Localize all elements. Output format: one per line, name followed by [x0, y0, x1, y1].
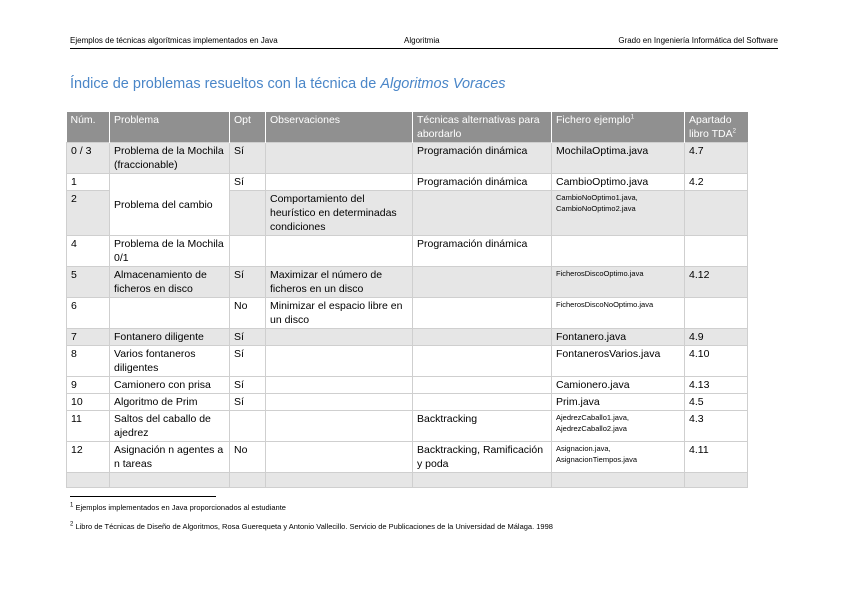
cell-fichero: Asignacion.java, AsignacionTiempos.java [552, 442, 685, 473]
col-header-observaciones: Observaciones [266, 112, 413, 143]
cell-tecnicas [413, 329, 552, 346]
footnote-rule [70, 496, 216, 497]
footnote-ref-2: 2 [732, 128, 736, 135]
cell-apartado [685, 298, 748, 329]
table-row [67, 174, 748, 191]
col-header-apartado [685, 112, 748, 143]
footnote-2-mark: 2 [70, 521, 74, 528]
cell-obs [266, 394, 413, 411]
cell-apartado: 4.12 [685, 267, 748, 298]
table-row [67, 394, 748, 411]
cell-num: 5 [67, 267, 110, 298]
cell-opt: No [230, 442, 266, 473]
cell-obs [266, 143, 413, 174]
cell-apartado [685, 236, 748, 267]
cell-problema: Problema de la Mochila (fraccionable) [110, 143, 230, 174]
cell-fichero: Fontanero.java [552, 329, 685, 346]
cell-problema: Algoritmo de Prim [110, 394, 230, 411]
cell-problema: Asignación n agentes a n tareas [110, 442, 230, 473]
cell-apartado [685, 191, 748, 236]
cell-problema: Problema del cambio [110, 174, 230, 236]
cell-obs [266, 377, 413, 394]
cell-fichero: FicherosDiscoNoOptimo.java [552, 298, 685, 329]
cell-problema: Saltos del caballo de ajedrez [110, 411, 230, 442]
cell-fichero: Prim.java [552, 394, 685, 411]
cell-fichero: Camionero.java [552, 377, 685, 394]
header-right: Grado en Ingeniería Informática del Software [618, 36, 778, 45]
cell-fichero: MochilaOptima.java [552, 143, 685, 174]
footnote-ref-1: 1 [630, 114, 635, 121]
table-row [67, 236, 748, 267]
cell-opt: Sí [230, 394, 266, 411]
cell-obs [266, 329, 413, 346]
table-row [67, 377, 748, 394]
cell-tecnicas: Programación dinámica [413, 236, 552, 267]
cell-fichero: CambioOptimo.java [552, 174, 685, 191]
cell-tecnicas [413, 191, 552, 236]
table-row-empty [67, 473, 748, 488]
cell-num: 4 [67, 236, 110, 267]
cell-empty [230, 473, 266, 488]
cell-tecnicas: Backtracking, Ramificación y poda [413, 442, 552, 473]
footnote-1 [70, 503, 286, 512]
cell-obs [266, 236, 413, 267]
table-header-row [67, 112, 748, 143]
cell-opt: Sí [230, 267, 266, 298]
cell-fichero: AjedrezCaballo1.java, AjedrezCaballo2.java [552, 411, 685, 442]
cell-empty [67, 473, 110, 488]
cell-num: 2 [67, 191, 110, 236]
cell-opt: Sí [230, 174, 266, 191]
cell-tecnicas: Programación dinámica [413, 143, 552, 174]
cell-problema: Varios fontaneros diligentes [110, 346, 230, 377]
col-header-apartado-label: Apartado libro TDA [689, 114, 733, 140]
problems-table [66, 112, 748, 488]
cell-fichero: FontanerosVarios.java [552, 346, 685, 377]
header-left: Ejemplos de técnicas algorítmicas implementados en Java [70, 36, 278, 45]
footnote-1-text: Ejemplos implementados en Java proporcionados al estudiante [75, 503, 286, 512]
cell-empty [413, 473, 552, 488]
cell-opt: Sí [230, 346, 266, 377]
footnote-2 [70, 522, 553, 531]
col-header-num: Núm. [67, 112, 110, 143]
cell-empty [552, 473, 685, 488]
table-row [67, 143, 748, 174]
cell-opt: Sí [230, 143, 266, 174]
cell-obs [266, 411, 413, 442]
cell-tecnicas: Programación dinámica [413, 174, 552, 191]
table-row [67, 267, 748, 298]
cell-num: 6 [67, 298, 110, 329]
cell-num: 11 [67, 411, 110, 442]
cell-tecnicas: Backtracking [413, 411, 552, 442]
col-header-opt: Opt [230, 112, 266, 143]
cell-opt: Sí [230, 329, 266, 346]
cell-fichero: FicherosDiscoOptimo.java [552, 267, 685, 298]
cell-problema: Problema de la Mochila 0/1 [110, 236, 230, 267]
cell-problema: Fontanero diligente [110, 329, 230, 346]
cell-apartado: 4.7 [685, 143, 748, 174]
cell-opt: Sí [230, 377, 266, 394]
cell-obs [266, 442, 413, 473]
cell-tecnicas [413, 377, 552, 394]
cell-obs [266, 346, 413, 377]
cell-obs [266, 174, 413, 191]
cell-num: 7 [67, 329, 110, 346]
cell-obs: Comportamiento del heurístico en determinadas condiciones [266, 191, 413, 236]
footnote-1-mark: 1 [70, 502, 74, 509]
cell-empty [266, 473, 413, 488]
table-row [67, 442, 748, 473]
cell-problema: Camionero con prisa [110, 377, 230, 394]
cell-num: 8 [67, 346, 110, 377]
cell-num: 12 [67, 442, 110, 473]
cell-obs: Maximizar el número de ficheros en un disco [266, 267, 413, 298]
col-header-problema: Problema [110, 112, 230, 143]
cell-fichero [552, 236, 685, 267]
cell-obs: Minimizar el espacio libre en un disco [266, 298, 413, 329]
col-header-tecnicas: Técnicas alternativas para abordarlo [413, 112, 552, 143]
header-center: Algoritmia [404, 36, 440, 45]
cell-apartado: 4.2 [685, 174, 748, 191]
cell-num: 0 / 3 [67, 143, 110, 174]
cell-num: 10 [67, 394, 110, 411]
col-header-fichero-label: Fichero ejemplo [556, 114, 631, 126]
cell-opt: No [230, 298, 266, 329]
cell-num: 9 [67, 377, 110, 394]
cell-apartado: 4.11 [685, 442, 748, 473]
page-title [70, 76, 506, 92]
title-prefix: Índice de problemas resueltos con la técnica de [70, 76, 381, 92]
cell-problema: Almacenamiento de ficheros en disco [110, 267, 230, 298]
cell-tecnicas [413, 267, 552, 298]
table-row [67, 298, 748, 329]
table-row [67, 346, 748, 377]
cell-apartado: 4.10 [685, 346, 748, 377]
col-header-fichero [552, 112, 685, 143]
footnote-2-text: Libro de Técnicas de Diseño de Algoritmos, Rosa Guerequeta y Antonio Vallecillo. Servicio de Publicaciones de la Universidad de Málaga. 1998 [75, 522, 553, 531]
cell-problema [110, 298, 230, 329]
cell-opt [230, 236, 266, 267]
header-rule [70, 48, 778, 49]
cell-apartado: 4.3 [685, 411, 748, 442]
cell-tecnicas [413, 346, 552, 377]
title-italic: Algoritmos Voraces [380, 76, 506, 92]
table-row [67, 329, 748, 346]
cell-apartado: 4.9 [685, 329, 748, 346]
cell-empty [110, 473, 230, 488]
cell-tecnicas [413, 394, 552, 411]
cell-num: 1 [67, 174, 110, 191]
cell-opt [230, 191, 266, 236]
cell-empty [685, 473, 748, 488]
cell-tecnicas [413, 298, 552, 329]
cell-apartado: 4.13 [685, 377, 748, 394]
cell-apartado: 4.5 [685, 394, 748, 411]
cell-opt [230, 411, 266, 442]
table-row [67, 411, 748, 442]
cell-fichero: CambioNoOptimo1.java, CambioNoOptimo2.java [552, 191, 685, 236]
